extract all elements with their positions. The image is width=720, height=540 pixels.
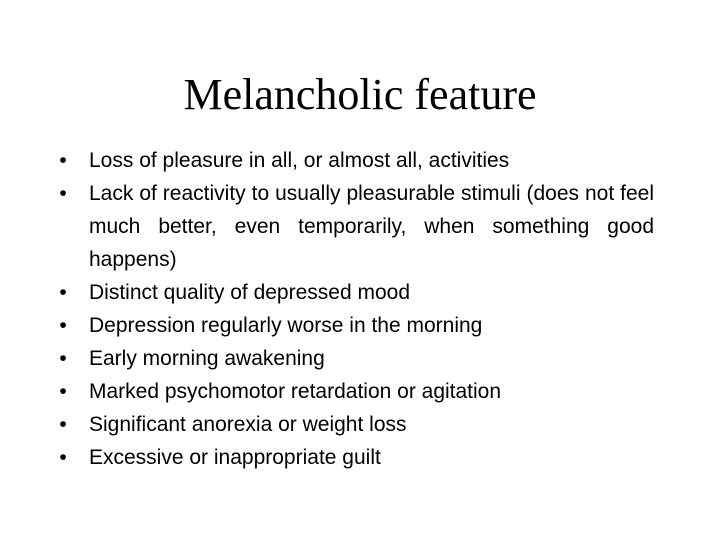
bullet-dot-icon: •: [59, 149, 67, 172]
list-item: [54, 342, 654, 375]
bullet-text: Distinct quality of depressed mood: [89, 281, 410, 304]
bullet-text: Lack of reactivity to usually pleasurable stimuli (does not feel much better, even temporarily, when something good happens): [89, 182, 654, 271]
bullet-dot-icon: •: [59, 347, 67, 370]
bullet-dot-icon: •: [59, 314, 67, 337]
bullet-text: Significant anorexia or weight loss: [89, 413, 407, 436]
bullet-text: Excessive or inappropriate guilt: [89, 446, 381, 469]
list-item: [54, 375, 654, 408]
bullet-text: Early morning awakening: [89, 347, 325, 370]
bullet-dot-icon: •: [59, 380, 67, 403]
list-item: [54, 441, 654, 474]
bullet-dot-icon: •: [59, 446, 67, 469]
bullet-list: [54, 144, 654, 474]
list-item: [54, 177, 654, 276]
bullet-dot-icon: •: [59, 413, 67, 436]
list-item: [54, 309, 654, 342]
bullet-dot-icon: •: [59, 182, 67, 205]
bullet-dot-icon: •: [59, 281, 67, 304]
list-item: [54, 144, 654, 177]
bullet-text: Marked psychomotor retardation or agitation: [89, 380, 502, 403]
list-item: [54, 408, 654, 441]
bullet-text: Depression regularly worse in the morning: [89, 314, 483, 337]
list-item: [54, 276, 654, 309]
bullet-text: Loss of pleasure in all, or almost all, activities: [89, 149, 510, 172]
slide-title: Melancholic feature: [183, 70, 537, 119]
